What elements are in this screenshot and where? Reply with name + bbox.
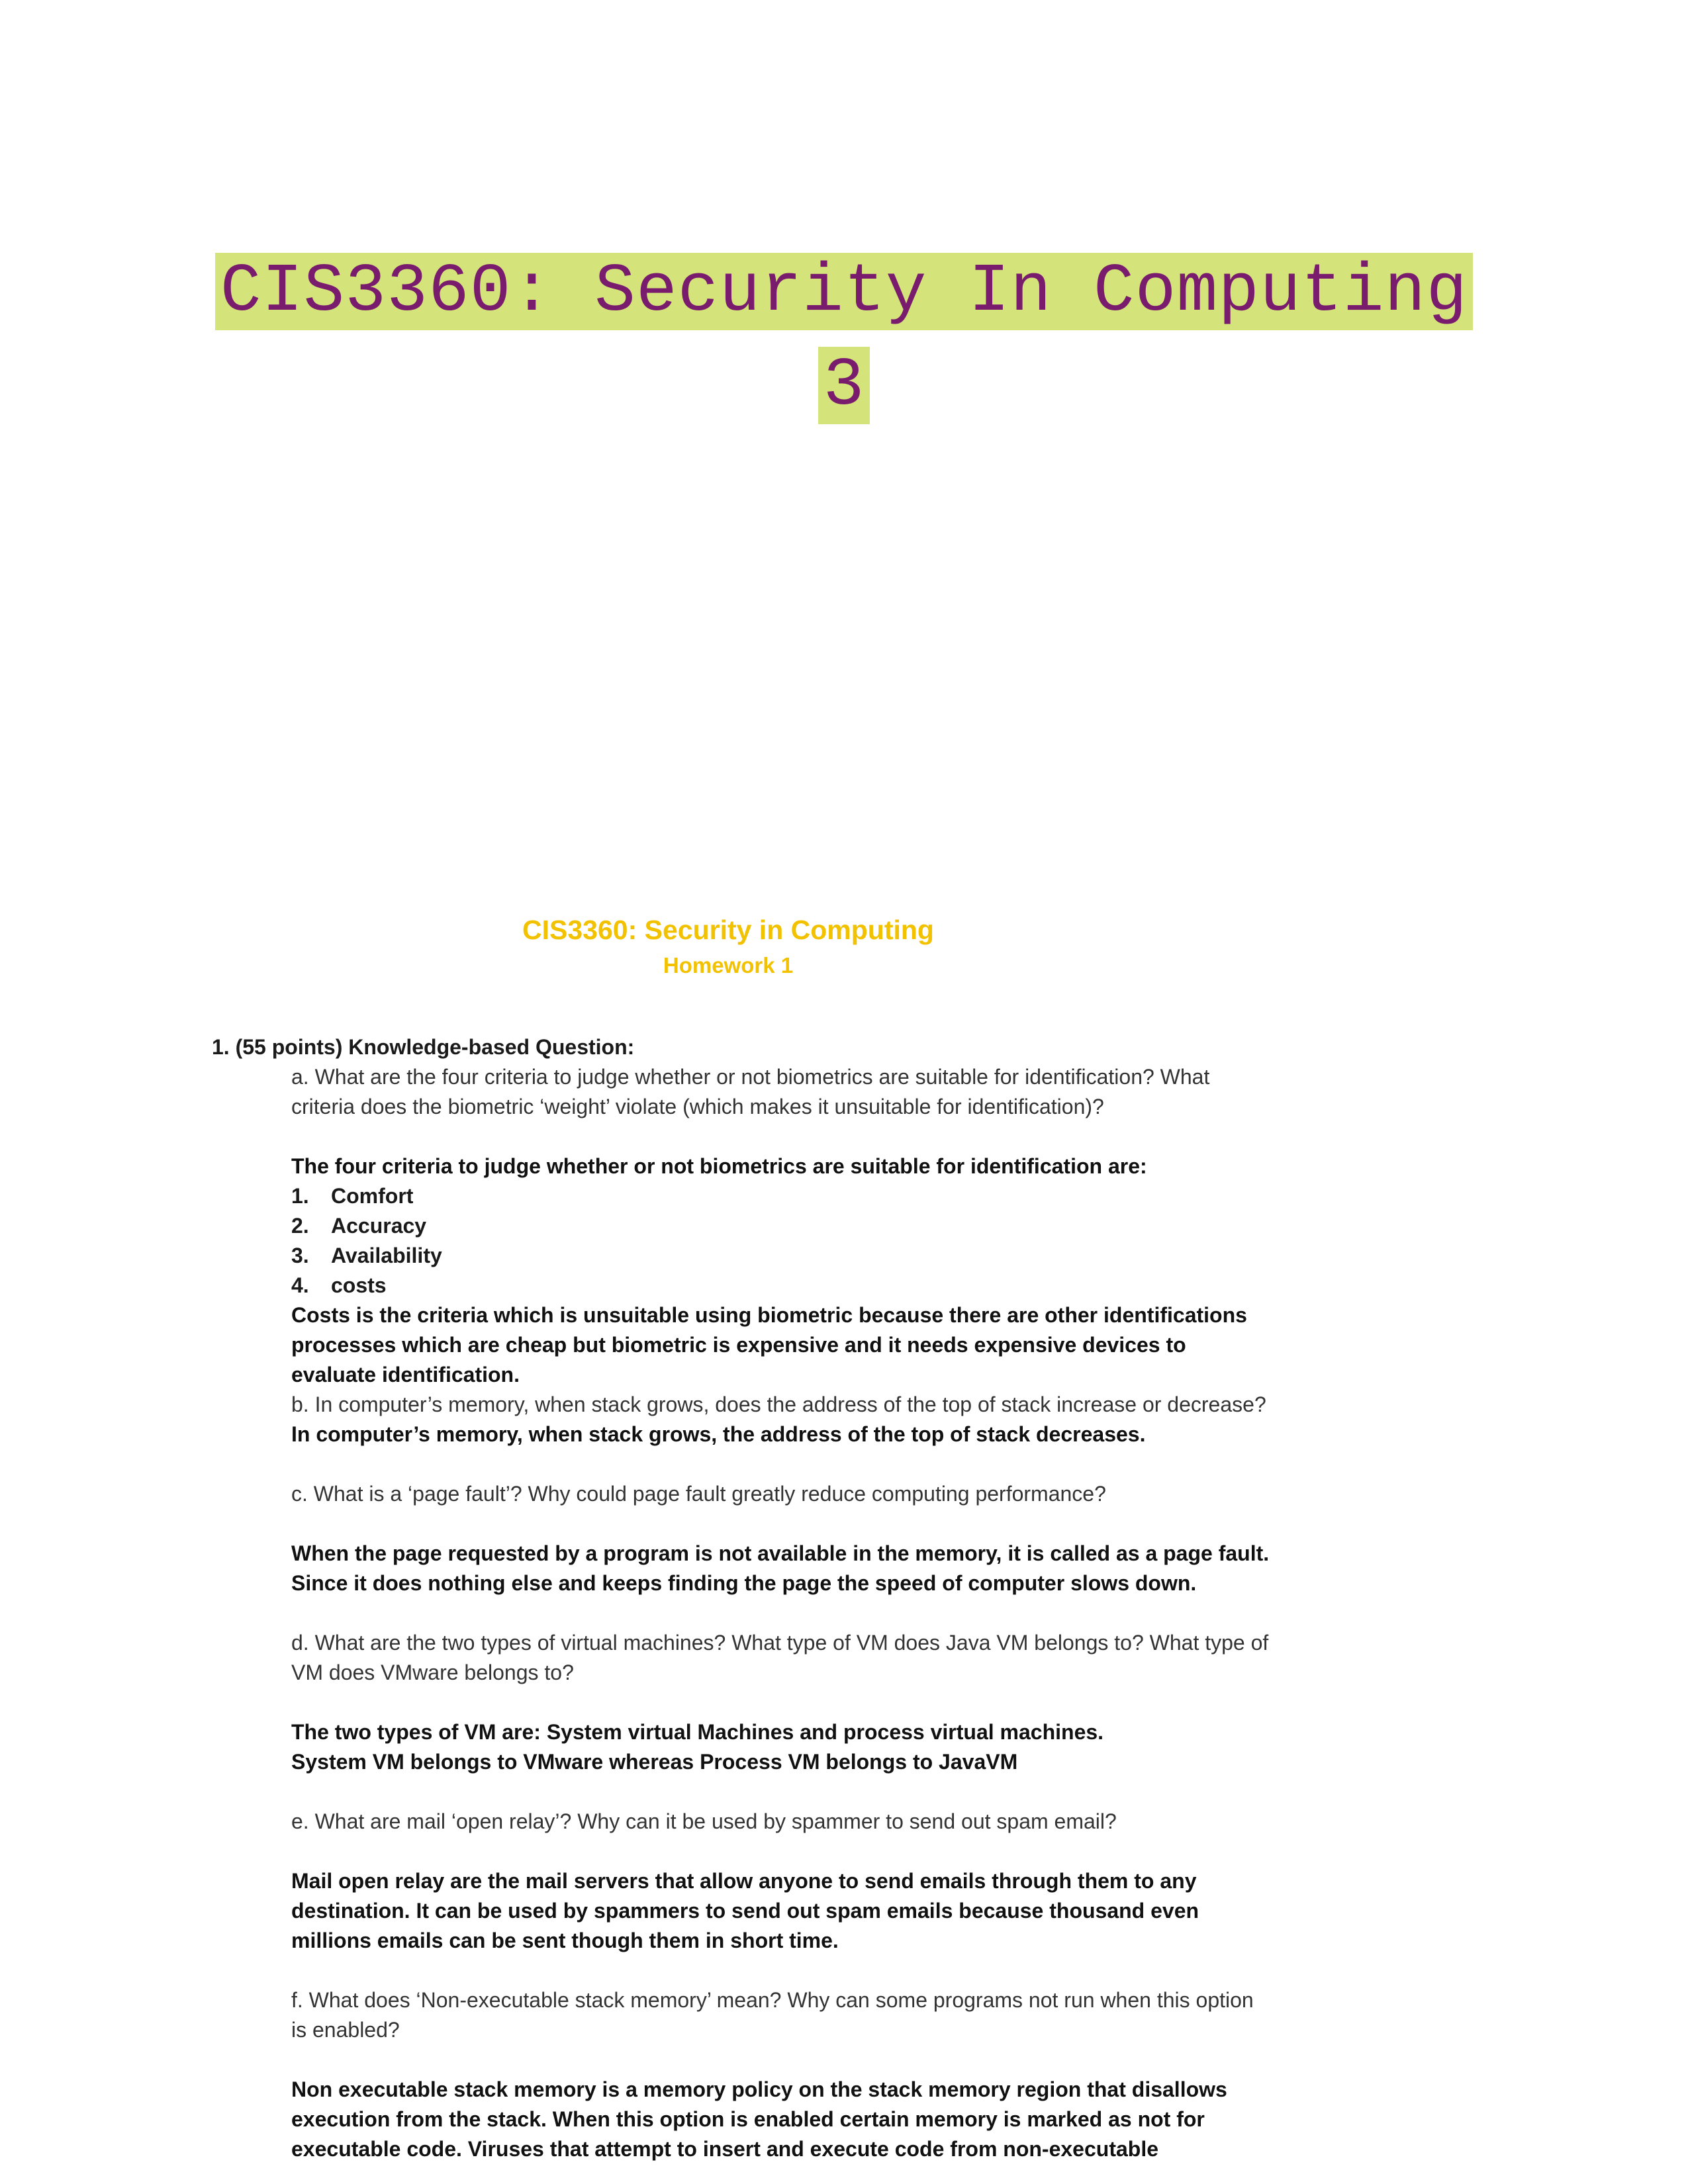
homework-subtitle: Homework 1 — [663, 953, 794, 978]
answer-d-2: System VM belongs to VMware whereas Process VM belongs to JavaVM — [291, 1750, 1018, 1774]
question-header: 1. (55 points) Knowledge-based Question: — [212, 1035, 635, 1059]
answer-c: When the page requested by a program is not available in the memory, it is called as a page fault. Since it does nothing else and keeps finding the page the speed of computer slows down. — [291, 1541, 1270, 1595]
qa-section — [212, 1062, 1271, 2164]
homework-body — [212, 1032, 1271, 2164]
list-item: 3. Availability — [291, 1244, 442, 1267]
document-title: CIS3360: Security In Computing 3 — [215, 253, 1473, 424]
homework-page-image — [199, 900, 1324, 2184]
answer-b: In computer’s memory, when stack grows, the address of the top of stack decreases. — [291, 1422, 1146, 1446]
question-a: a. What are the four criteria to judge whether or not biometrics are suitable for identification? What criteria does the biometric ‘weight’ violate (which makes it unsuitable for identification)? — [291, 1065, 1210, 1118]
question-e: e. What are mail ‘open relay’? Why can it be used by spammer to send out spam email? — [291, 1809, 1117, 1833]
answer-a-intro: The four criteria to judge whether or not biometrics are suitable for identification are: — [291, 1154, 1147, 1178]
document-title-banner — [183, 245, 1505, 433]
question-b: b. In computer’s memory, when stack grows, does the address of the top of stack increase or decrease? — [291, 1392, 1266, 1416]
criteria-list — [291, 1181, 1271, 1300]
answer-d: The two types of VM are: System virtual Machines and process virtual machines. — [291, 1720, 1104, 1744]
list-item: 2. Accuracy — [291, 1214, 427, 1238]
answer-f: Non executable stack memory is a memory policy on the stack memory region that disallows execution from the stack. When this option is enabled certain memory is marked as not for executable code. Viruses that attempt to insert and execute code from non-executable — [291, 2077, 1227, 2161]
answer-e: Mail open relay are the mail servers that allow anyone to send emails through them to any destination. It can be used by spammers to send out spam emails because thousand even millions emails can be sent though them in short time. — [291, 1869, 1199, 1952]
question-d: d. What are the two types of virtual machines? What type of VM does Java VM belongs to? What type of VM does VMware belongs to? — [291, 1631, 1269, 1684]
question-c: c. What is a ‘page fault’? Why could page fault greatly reduce computing performance? — [291, 1482, 1106, 1506]
answer-a: Costs is the criteria which is unsuitable using biometric because there are other identifications processes which are cheap but biometric is expensive and it needs expensive devices to evaluate identification. — [291, 1303, 1247, 1387]
homework-title: CIS3360: Security in Computing — [522, 915, 934, 945]
question-f: f. What does ‘Non-executable stack memory’ mean? Why can some programs not run when this option is enabled? — [291, 1988, 1254, 2042]
list-item: 4. costs — [291, 1273, 387, 1297]
list-item: 1. Comfort — [291, 1184, 414, 1208]
